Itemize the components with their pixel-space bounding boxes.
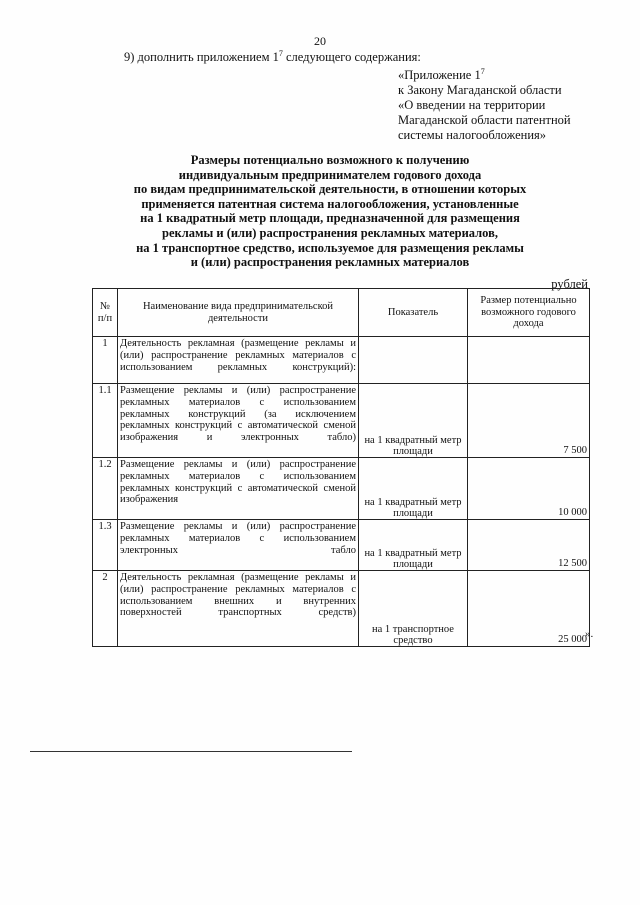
table-header-row <box>93 289 590 337</box>
row-value: 12 500 <box>468 520 590 571</box>
row-activity: Деятельность рекламная (размещение рекламы и (или) распространение рекламных материалов с использованием рекламных конструкций): <box>118 337 359 384</box>
amendment-intro <box>124 50 421 65</box>
document-title <box>100 153 560 270</box>
footnote-rule <box>30 751 352 752</box>
title-line: Размеры потенциально возможного к получению <box>190 153 470 167</box>
row-indicator: на 1 квадратный метр площади <box>359 384 468 458</box>
header-income: Размер потенциально возможного годового дохода <box>468 289 590 337</box>
row-num: 1.1 <box>93 384 118 458</box>
page-number: 20 <box>314 34 326 48</box>
attachment-sup: 7 <box>480 66 485 76</box>
title-line: индивидуальным предпринимателем годового дохода <box>178 167 482 182</box>
intro-text-before: 9) дополнить приложением 1 <box>124 50 279 64</box>
closing-quote: ». <box>585 628 594 640</box>
row-value <box>468 337 590 384</box>
table-row <box>93 337 590 384</box>
currency-label: рублей <box>551 277 588 291</box>
intro-sup: 7 <box>278 48 283 58</box>
title-line: по видам предпринимательской деятельности, в отношении которых <box>133 182 527 197</box>
row-indicator: на 1 квадратный метр площади <box>359 458 468 520</box>
row-indicator: на 1 квадратный метр площади <box>359 520 468 571</box>
row-num: 1.2 <box>93 458 118 520</box>
row-activity: Деятельность рекламная (размещение рекламы и (или) распространение рекламных материалов с использованием внешних и внутренних поверхностей транспортных средств) <box>118 571 359 647</box>
attachment-heading <box>398 68 598 143</box>
attachment-line-1: «Приложение $1^7$ <box>398 66 485 82</box>
row-indicator <box>359 337 468 384</box>
title-line: на 1 транспортное средство, используемое для размещения рекламы <box>136 240 524 255</box>
title-line: рекламы и (или) распространения рекламных материалов, <box>162 225 498 240</box>
title-line: на 1 квадратный метр площади, предназначенной для размещения <box>140 211 520 226</box>
attachment-line-3: «О введении на территории <box>398 98 546 112</box>
row-indicator: на 1 транспортное средство <box>359 571 468 647</box>
row-value: 10 000 <box>468 458 590 520</box>
intro-text-after: следующего содержания: <box>282 50 421 64</box>
header-num: № п/п <box>93 289 118 337</box>
title-line: и (или) распространения рекламных материалов <box>190 255 470 270</box>
table-row <box>93 520 590 571</box>
attachment-line-2: к Закону Магаданской области <box>398 83 562 97</box>
attachment-line-4: Магаданской области патентной <box>398 113 571 127</box>
header-indicator: Показатель <box>359 289 468 337</box>
header-name: Наименование вида предпринимательской деятельности <box>118 289 359 337</box>
row-value: 7 500 <box>468 384 590 458</box>
row-activity: Размещение рекламы и (или) распространение рекламных материалов с использованием электронных табло <box>118 520 359 571</box>
row-num: 1 <box>93 337 118 384</box>
table-row <box>93 384 590 458</box>
row-num: 2 <box>93 571 118 647</box>
row-activity: Размещение рекламы и (или) распространение рекламных материалов с использованием рекламных конструкций (за исключением рекламных конструкций с автоматической сменой изображения и электронных табло) <box>118 384 359 458</box>
title-line: применяется патентная система налогообложения, установленные <box>141 196 519 211</box>
attachment-line-5: системы налогообложения» <box>398 128 547 142</box>
table-row <box>93 571 590 647</box>
table-row <box>93 458 590 520</box>
row-num: 1.3 <box>93 520 118 571</box>
income-table <box>92 288 590 647</box>
row-value: 25 000 <box>468 571 590 647</box>
row-activity: Размещение рекламы и (или) распространение рекламных материалов с использованием рекламных конструкций с автоматической сменой изображения <box>118 458 359 520</box>
